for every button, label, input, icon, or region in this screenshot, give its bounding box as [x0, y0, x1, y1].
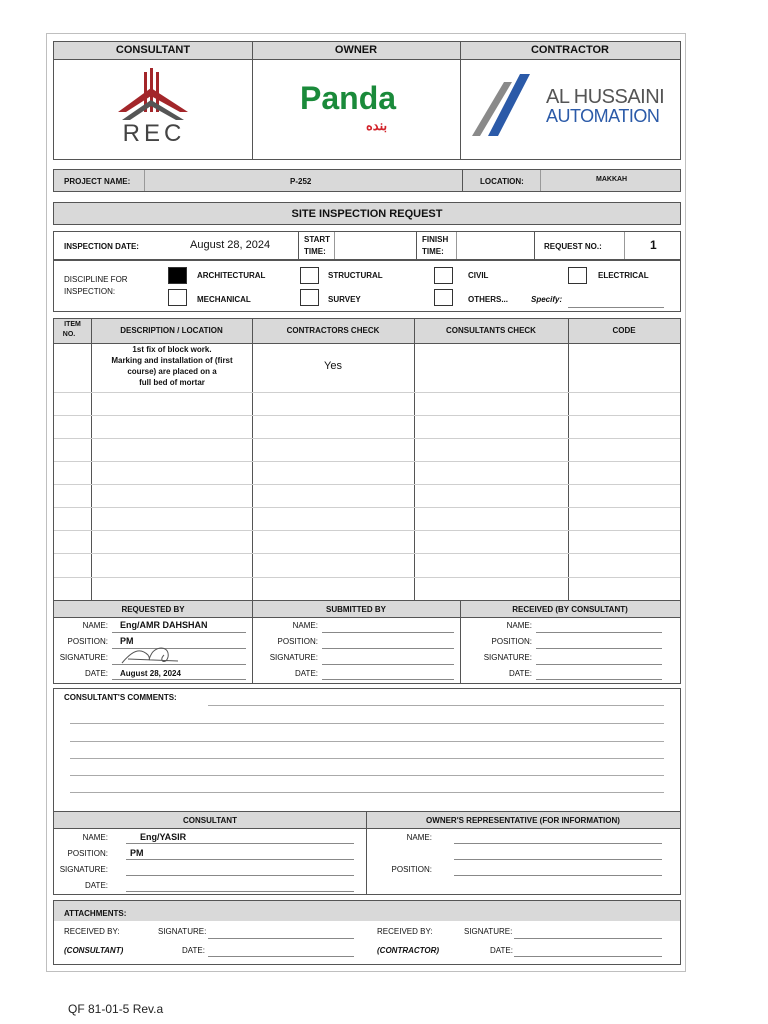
req-position-value: PM: [120, 636, 134, 646]
req-date-value: August 28, 2024: [120, 669, 181, 678]
appr-date-label: DATE:: [85, 881, 108, 890]
rec-date-label: DATE:: [509, 669, 532, 678]
appr-position-value: PM: [130, 848, 144, 858]
att-signature-label-2: SIGNATURE:: [464, 927, 513, 936]
attachments-section: [53, 900, 681, 965]
form-code: QF 81-01-5 Rev.a: [68, 1002, 164, 1016]
project-row: [53, 169, 681, 192]
att-date-field-2[interactable]: [514, 956, 662, 957]
sub-name-field[interactable]: [322, 632, 454, 633]
checkbox-survey[interactable]: [300, 289, 319, 306]
desc-line: Marking and installation of (first: [111, 356, 233, 365]
option-others: OTHERS...: [468, 295, 509, 304]
discipline-label-2: INSPECTION:: [64, 287, 116, 296]
owner-rep-position-field[interactable]: [454, 875, 662, 876]
req-position-label: POSITION:: [67, 637, 108, 646]
discipline-label-1: DISCIPLINE FOR: [64, 275, 128, 284]
att-signature-field-1[interactable]: [208, 938, 354, 939]
req-signature-label: SIGNATURE:: [59, 653, 108, 662]
approval-owner-rep-header: OWNER'S REPRESENTATIVE (FOR INFORMATION): [426, 816, 620, 825]
panda-logo-text: Panda: [300, 80, 397, 116]
option-mechanical: MECHANICAL: [197, 295, 251, 304]
inspection-date-value: August 28, 2024: [190, 239, 271, 251]
rec-date-field[interactable]: [536, 679, 662, 680]
appr-position-label: POSITION:: [67, 849, 108, 858]
finish-time-label-1: FINISH: [422, 235, 449, 244]
appr-name-value: Eng/YASIR: [140, 832, 187, 842]
att-date-field-1[interactable]: [208, 956, 354, 957]
specify-label: Specify:: [531, 295, 563, 304]
requested-by-header: REQUESTED BY: [121, 605, 185, 614]
sub-signature-field[interactable]: [322, 664, 454, 665]
owner-rep-name-label: NAME:: [406, 833, 432, 842]
al-hussaini-logo: [468, 68, 674, 148]
att-date-label-1: DATE:: [182, 946, 205, 955]
approval-consultant-header: CONSULTANT: [183, 816, 237, 825]
col-code: CODE: [612, 326, 636, 335]
checkbox-structural[interactable]: [300, 267, 319, 284]
col-consultants-check: CONSULTANTS CHECK: [446, 326, 536, 335]
checkbox-mechanical[interactable]: [168, 289, 187, 306]
form-title-bar: [53, 202, 681, 225]
consultant-header: CONSULTANT: [115, 44, 191, 56]
attachments-label: ATTACHMENTS:: [64, 909, 127, 918]
owner-rep-name-field[interactable]: [454, 843, 662, 844]
col-description: DESCRIPTION / LOCATION: [120, 326, 223, 335]
desc-line: full bed of mortar: [139, 378, 205, 387]
sub-name-label: NAME:: [292, 621, 318, 630]
att-contractor-role: (CONTRACTOR): [377, 946, 440, 955]
finish-time-label-2: TIME:: [422, 247, 444, 256]
rec-signature-field[interactable]: [536, 664, 662, 665]
att-date-label-2: DATE:: [490, 946, 513, 955]
received-by-header: RECEIVED (BY CONSULTANT): [512, 605, 628, 614]
att-signature-field-2[interactable]: [514, 938, 662, 939]
option-survey: SURVEY: [328, 295, 361, 304]
rec-logo: [114, 66, 194, 156]
inspection-table: [53, 318, 681, 601]
al-hussaini-line1: AL HUSSAINI: [546, 86, 665, 108]
req-name-value: Eng/AMR DAHSHAN: [120, 620, 208, 630]
rec-name-label: NAME:: [506, 621, 532, 630]
panda-logo-arabic: بنده: [366, 118, 388, 133]
appr-date-field[interactable]: [126, 891, 354, 892]
desc-line: course) are placed on a: [127, 367, 217, 376]
col-item-1: ITEM: [64, 321, 81, 328]
project-name-value: P-252: [290, 177, 312, 186]
comments-section: [53, 688, 681, 812]
checkbox-civil[interactable]: [434, 267, 453, 284]
rec-signature-label: SIGNATURE:: [483, 653, 532, 662]
location-label: LOCATION:: [480, 177, 524, 186]
discipline-section: [53, 260, 681, 312]
start-time-field[interactable]: [335, 232, 416, 259]
panda-logo: [300, 80, 420, 140]
project-name-label: PROJECT NAME:: [64, 177, 131, 186]
req-name-label: NAME:: [82, 621, 108, 630]
appr-signature-field[interactable]: [126, 875, 354, 876]
specify-field[interactable]: [568, 307, 664, 308]
row-description: [92, 344, 252, 388]
desc-line: 1st fix of block work.: [132, 345, 212, 354]
att-received-by-label-2: RECEIVED BY:: [377, 927, 433, 936]
row-contractors-check: Yes: [324, 360, 342, 372]
owner-rep-position-label: POSITION:: [391, 865, 432, 874]
rec-name-field[interactable]: [536, 632, 662, 633]
signoff-section: [53, 600, 681, 684]
comments-field[interactable]: [70, 703, 664, 803]
al-hussaini-mark-icon: [468, 70, 538, 140]
comments-label: CONSULTANT'S COMMENTS:: [64, 693, 177, 702]
form-sheet: [46, 33, 686, 972]
rec-position-field[interactable]: [536, 648, 662, 649]
option-electrical: ELECTRICAL: [598, 271, 649, 280]
checkbox-architectural[interactable]: [168, 267, 187, 284]
form-title: SITE INSPECTION REQUEST: [291, 208, 443, 220]
col-item-2: NO.: [62, 331, 76, 338]
rec-position-label: POSITION:: [491, 637, 532, 646]
request-no-label: REQUEST NO.:: [544, 242, 602, 251]
checkbox-electrical[interactable]: [568, 267, 587, 284]
req-date-label: DATE:: [85, 669, 108, 678]
appr-name-label: NAME:: [82, 833, 108, 842]
sub-position-field[interactable]: [322, 648, 454, 649]
sub-date-field[interactable]: [322, 679, 454, 680]
option-civil: CIVIL: [468, 271, 489, 280]
att-received-by-label-1: RECEIVED BY:: [64, 927, 120, 936]
sub-position-label: POSITION:: [277, 637, 318, 646]
start-time-label-1: START: [304, 235, 331, 244]
location-value: MAKKAH: [596, 176, 628, 183]
approval-section: [53, 811, 681, 895]
rec-logo-mark-icon: [114, 66, 194, 126]
option-structural: STRUCTURAL: [328, 271, 383, 280]
start-time-label-2: TIME:: [304, 247, 326, 256]
table-row: [54, 344, 680, 392]
checkbox-others[interactable]: [434, 289, 453, 306]
owner-header: OWNER: [334, 44, 378, 56]
att-signature-label-1: SIGNATURE:: [158, 927, 207, 936]
al-hussaini-line2: AUTOMATION: [546, 106, 660, 126]
sub-date-label: DATE:: [295, 669, 318, 678]
sub-signature-label: SIGNATURE:: [269, 653, 318, 662]
header-table: [53, 41, 681, 160]
att-consultant-role: (CONSULTANT): [64, 946, 124, 955]
finish-time-field[interactable]: [457, 232, 534, 259]
option-architectural: ARCHITECTURAL: [197, 271, 266, 280]
inspection-date-label: INSPECTION DATE:: [64, 242, 139, 251]
inspection-row: [53, 231, 681, 260]
contractor-header: CONTRACTOR: [530, 44, 609, 56]
submitted-by-header: SUBMITTED BY: [326, 605, 386, 614]
col-contractors-check: CONTRACTORS CHECK: [286, 326, 380, 335]
appr-signature-label: SIGNATURE:: [59, 865, 108, 874]
request-no-value: 1: [650, 238, 657, 252]
rec-logo-text: REC: [122, 120, 186, 147]
